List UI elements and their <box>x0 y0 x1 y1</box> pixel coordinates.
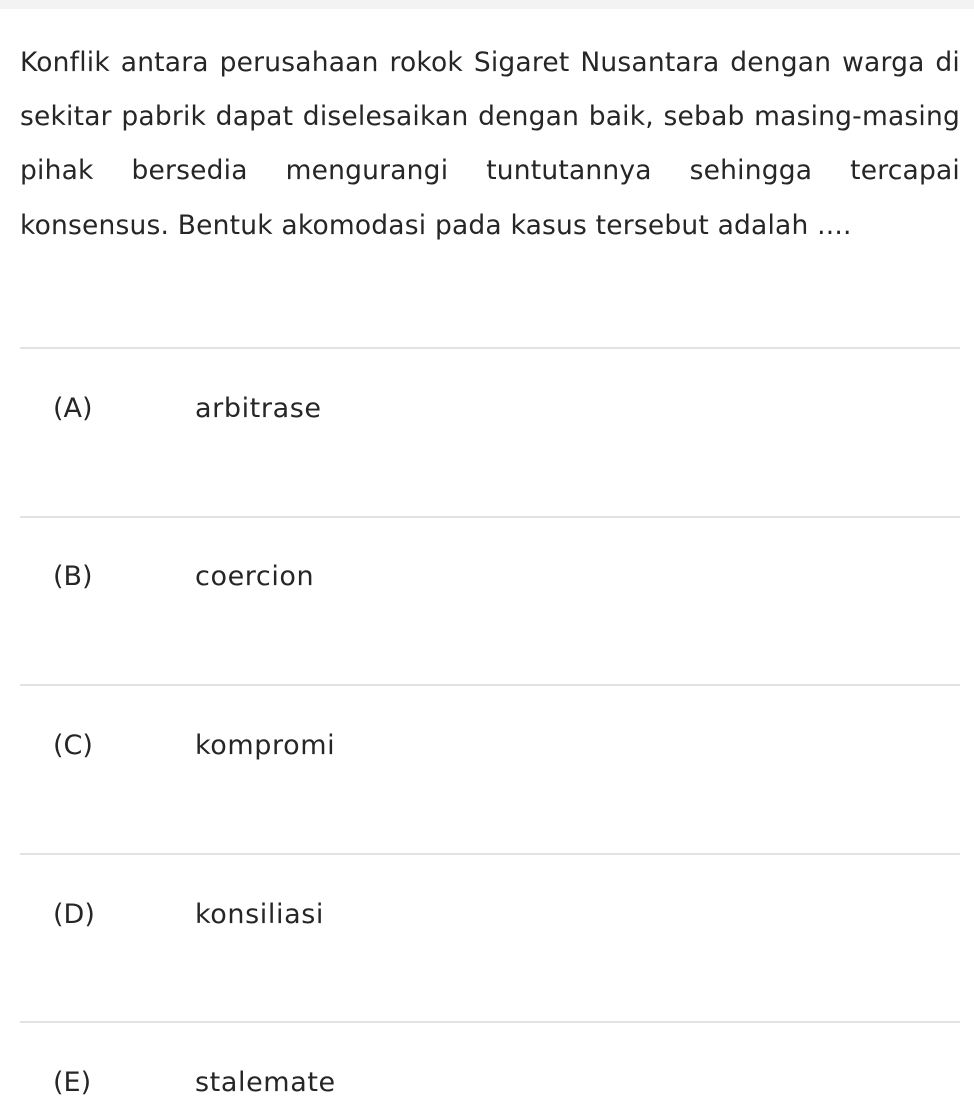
option-text: coercion <box>195 561 315 592</box>
option-text: stalemate <box>195 1067 336 1098</box>
option-letter: (B) <box>53 561 93 592</box>
option-text: konsiliasi <box>195 899 324 930</box>
option-c[interactable] <box>20 686 960 854</box>
option-letter: (E) <box>53 1067 92 1098</box>
option-e[interactable] <box>20 1023 960 1112</box>
option-text: arbitrase <box>195 393 322 424</box>
option-letter: (D) <box>53 899 95 930</box>
top-strip <box>0 0 974 9</box>
option-d[interactable] <box>20 855 960 1023</box>
option-a[interactable] <box>20 349 960 517</box>
question-text: Konflik antara perusahaan rokok Sigaret Nusantara dengan warga di sekitar pabrik dapat diselesaikan dengan baik, sebab masing-masing pihak bersedia mengurangi tuntutannya sehingga tercapai konsensus. Bentuk akomodasi pada kasus tersebut adalah .... <box>20 47 960 241</box>
option-letter: (C) <box>53 730 93 761</box>
option-text: kompromi <box>195 730 336 761</box>
option-letter: (A) <box>53 393 93 424</box>
option-b[interactable] <box>20 518 960 686</box>
